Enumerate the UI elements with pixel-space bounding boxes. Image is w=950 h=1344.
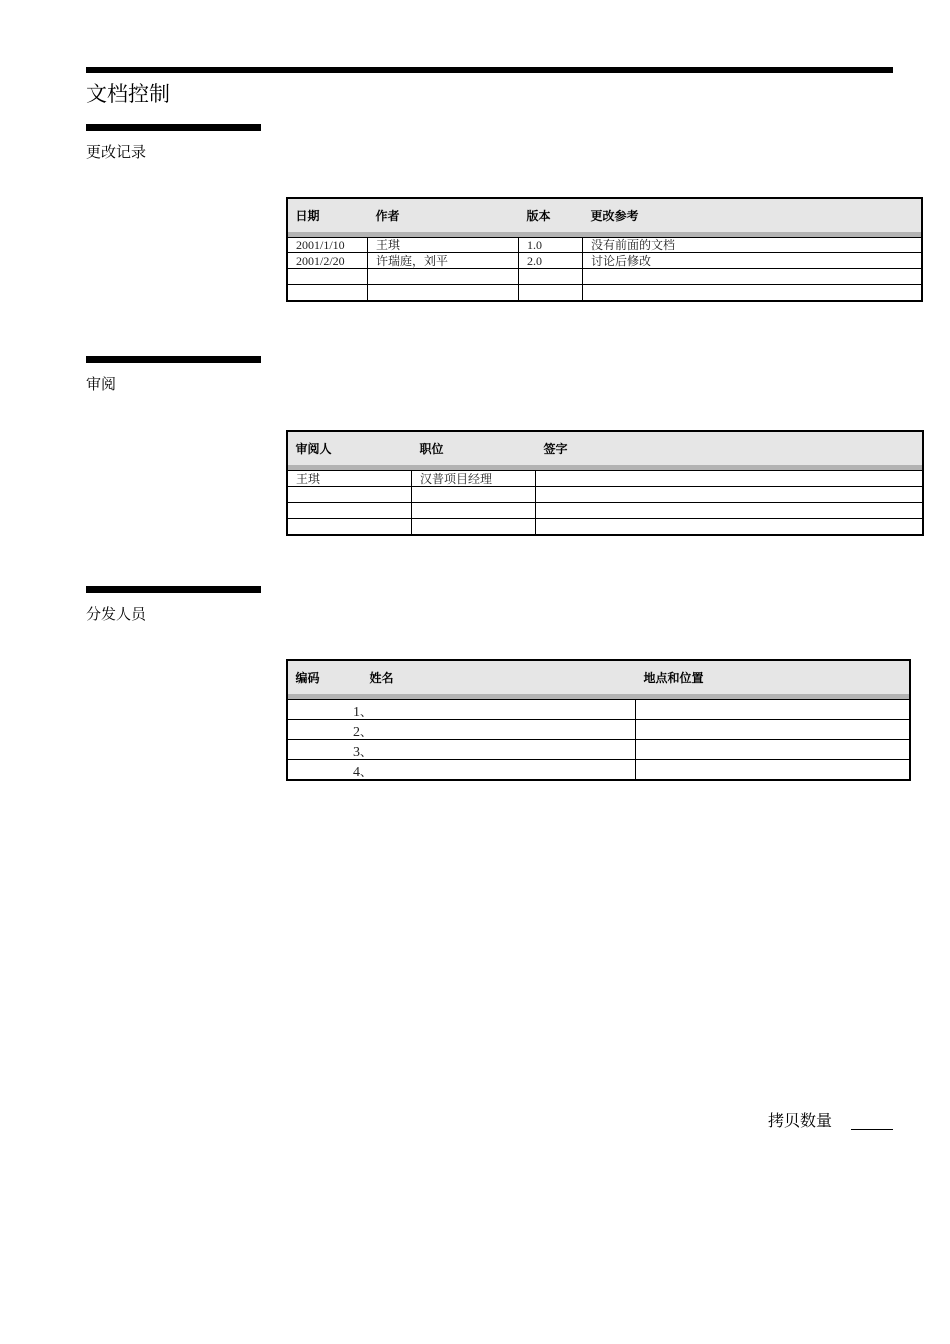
table-row xyxy=(288,760,910,780)
table-cell xyxy=(636,760,910,780)
table-cell: 讨论后修改 xyxy=(583,253,922,269)
table-header-row xyxy=(288,660,910,694)
row-separator: 、 xyxy=(360,765,373,779)
table-cell xyxy=(368,269,519,285)
table-cell xyxy=(288,503,412,519)
table-cell xyxy=(412,519,536,535)
section-bar-distribution xyxy=(86,586,261,593)
row-number: 2 xyxy=(353,725,360,740)
distribution-table xyxy=(287,660,910,780)
row-separator: 、 xyxy=(360,705,373,719)
column-header-author: 作者 xyxy=(368,198,519,232)
table-row xyxy=(288,238,922,253)
table-cell xyxy=(536,503,923,519)
table-row xyxy=(288,471,923,487)
table-cell: 1.0 xyxy=(519,238,583,253)
top-rule xyxy=(86,67,893,73)
table-row xyxy=(288,503,923,519)
table-header-row xyxy=(288,431,923,465)
table-row xyxy=(288,700,910,720)
section-title-distribution: 分发人员 xyxy=(86,605,147,623)
table-cell: 王琪 xyxy=(288,471,412,487)
table-cell xyxy=(288,519,412,535)
table-cell: 汉普项目经理 xyxy=(412,471,536,487)
table-header-row xyxy=(288,198,922,232)
column-header-position: 职位 xyxy=(412,431,536,465)
table-cell xyxy=(368,285,519,301)
table-cell xyxy=(536,519,923,535)
column-header-change-ref: 更改参考 xyxy=(583,198,922,232)
review-table xyxy=(287,431,923,535)
table-cell xyxy=(636,740,910,760)
row-number: 4 xyxy=(353,765,360,780)
table-cell xyxy=(288,720,636,740)
table-row xyxy=(288,269,922,285)
row-separator: 、 xyxy=(360,745,373,759)
table-cell xyxy=(412,487,536,503)
table-row xyxy=(288,253,922,269)
table-row xyxy=(288,487,923,503)
table-cell: 王琪 xyxy=(368,238,519,253)
table-cell xyxy=(412,503,536,519)
table-cell: 没有前面的文档 xyxy=(583,238,922,253)
section-title-change-log: 更改记录 xyxy=(86,143,147,161)
column-header-signature: 签字 xyxy=(536,431,923,465)
table-cell xyxy=(583,269,922,285)
table-cell xyxy=(519,285,583,301)
table-cell xyxy=(536,471,923,487)
table-cell: 2001/2/20 xyxy=(288,253,368,269)
column-header-version: 版本 xyxy=(519,198,583,232)
table-cell xyxy=(583,285,922,301)
section-bar-change-log xyxy=(86,124,261,131)
row-number: 3 xyxy=(353,745,360,760)
table-cell xyxy=(636,700,910,720)
column-header-code: 编码 xyxy=(288,660,362,694)
section-bar-review xyxy=(86,356,261,363)
table-row xyxy=(288,720,910,740)
table-cell xyxy=(519,269,583,285)
table-cell xyxy=(288,487,412,503)
column-header-reviewer: 审阅人 xyxy=(288,431,412,465)
table-cell xyxy=(536,487,923,503)
row-separator: 、 xyxy=(360,725,373,739)
document-title: 文档控制 xyxy=(86,82,170,106)
section-title-review: 审阅 xyxy=(86,375,117,393)
column-header-name: 姓名 xyxy=(362,660,636,694)
table-cell: 2.0 xyxy=(519,253,583,269)
table-cell xyxy=(288,760,636,780)
table-cell xyxy=(288,700,636,720)
change-log-table xyxy=(287,198,922,301)
table-cell xyxy=(288,269,368,285)
table-row xyxy=(288,740,910,760)
table-row xyxy=(288,519,923,535)
table-cell: 2001/1/10 xyxy=(288,238,368,253)
row-number: 1 xyxy=(353,705,360,720)
table-cell xyxy=(636,720,910,740)
table-row xyxy=(288,285,922,301)
column-header-date: 日期 xyxy=(288,198,368,232)
table-cell xyxy=(288,740,636,760)
copies-blank-line xyxy=(851,1129,893,1130)
table-cell: 许瑞庭，刘平 xyxy=(368,253,519,269)
column-header-location: 地点和位置 xyxy=(636,660,910,694)
copies-label: 拷贝数量 xyxy=(768,1113,833,1130)
table-cell xyxy=(288,285,368,301)
